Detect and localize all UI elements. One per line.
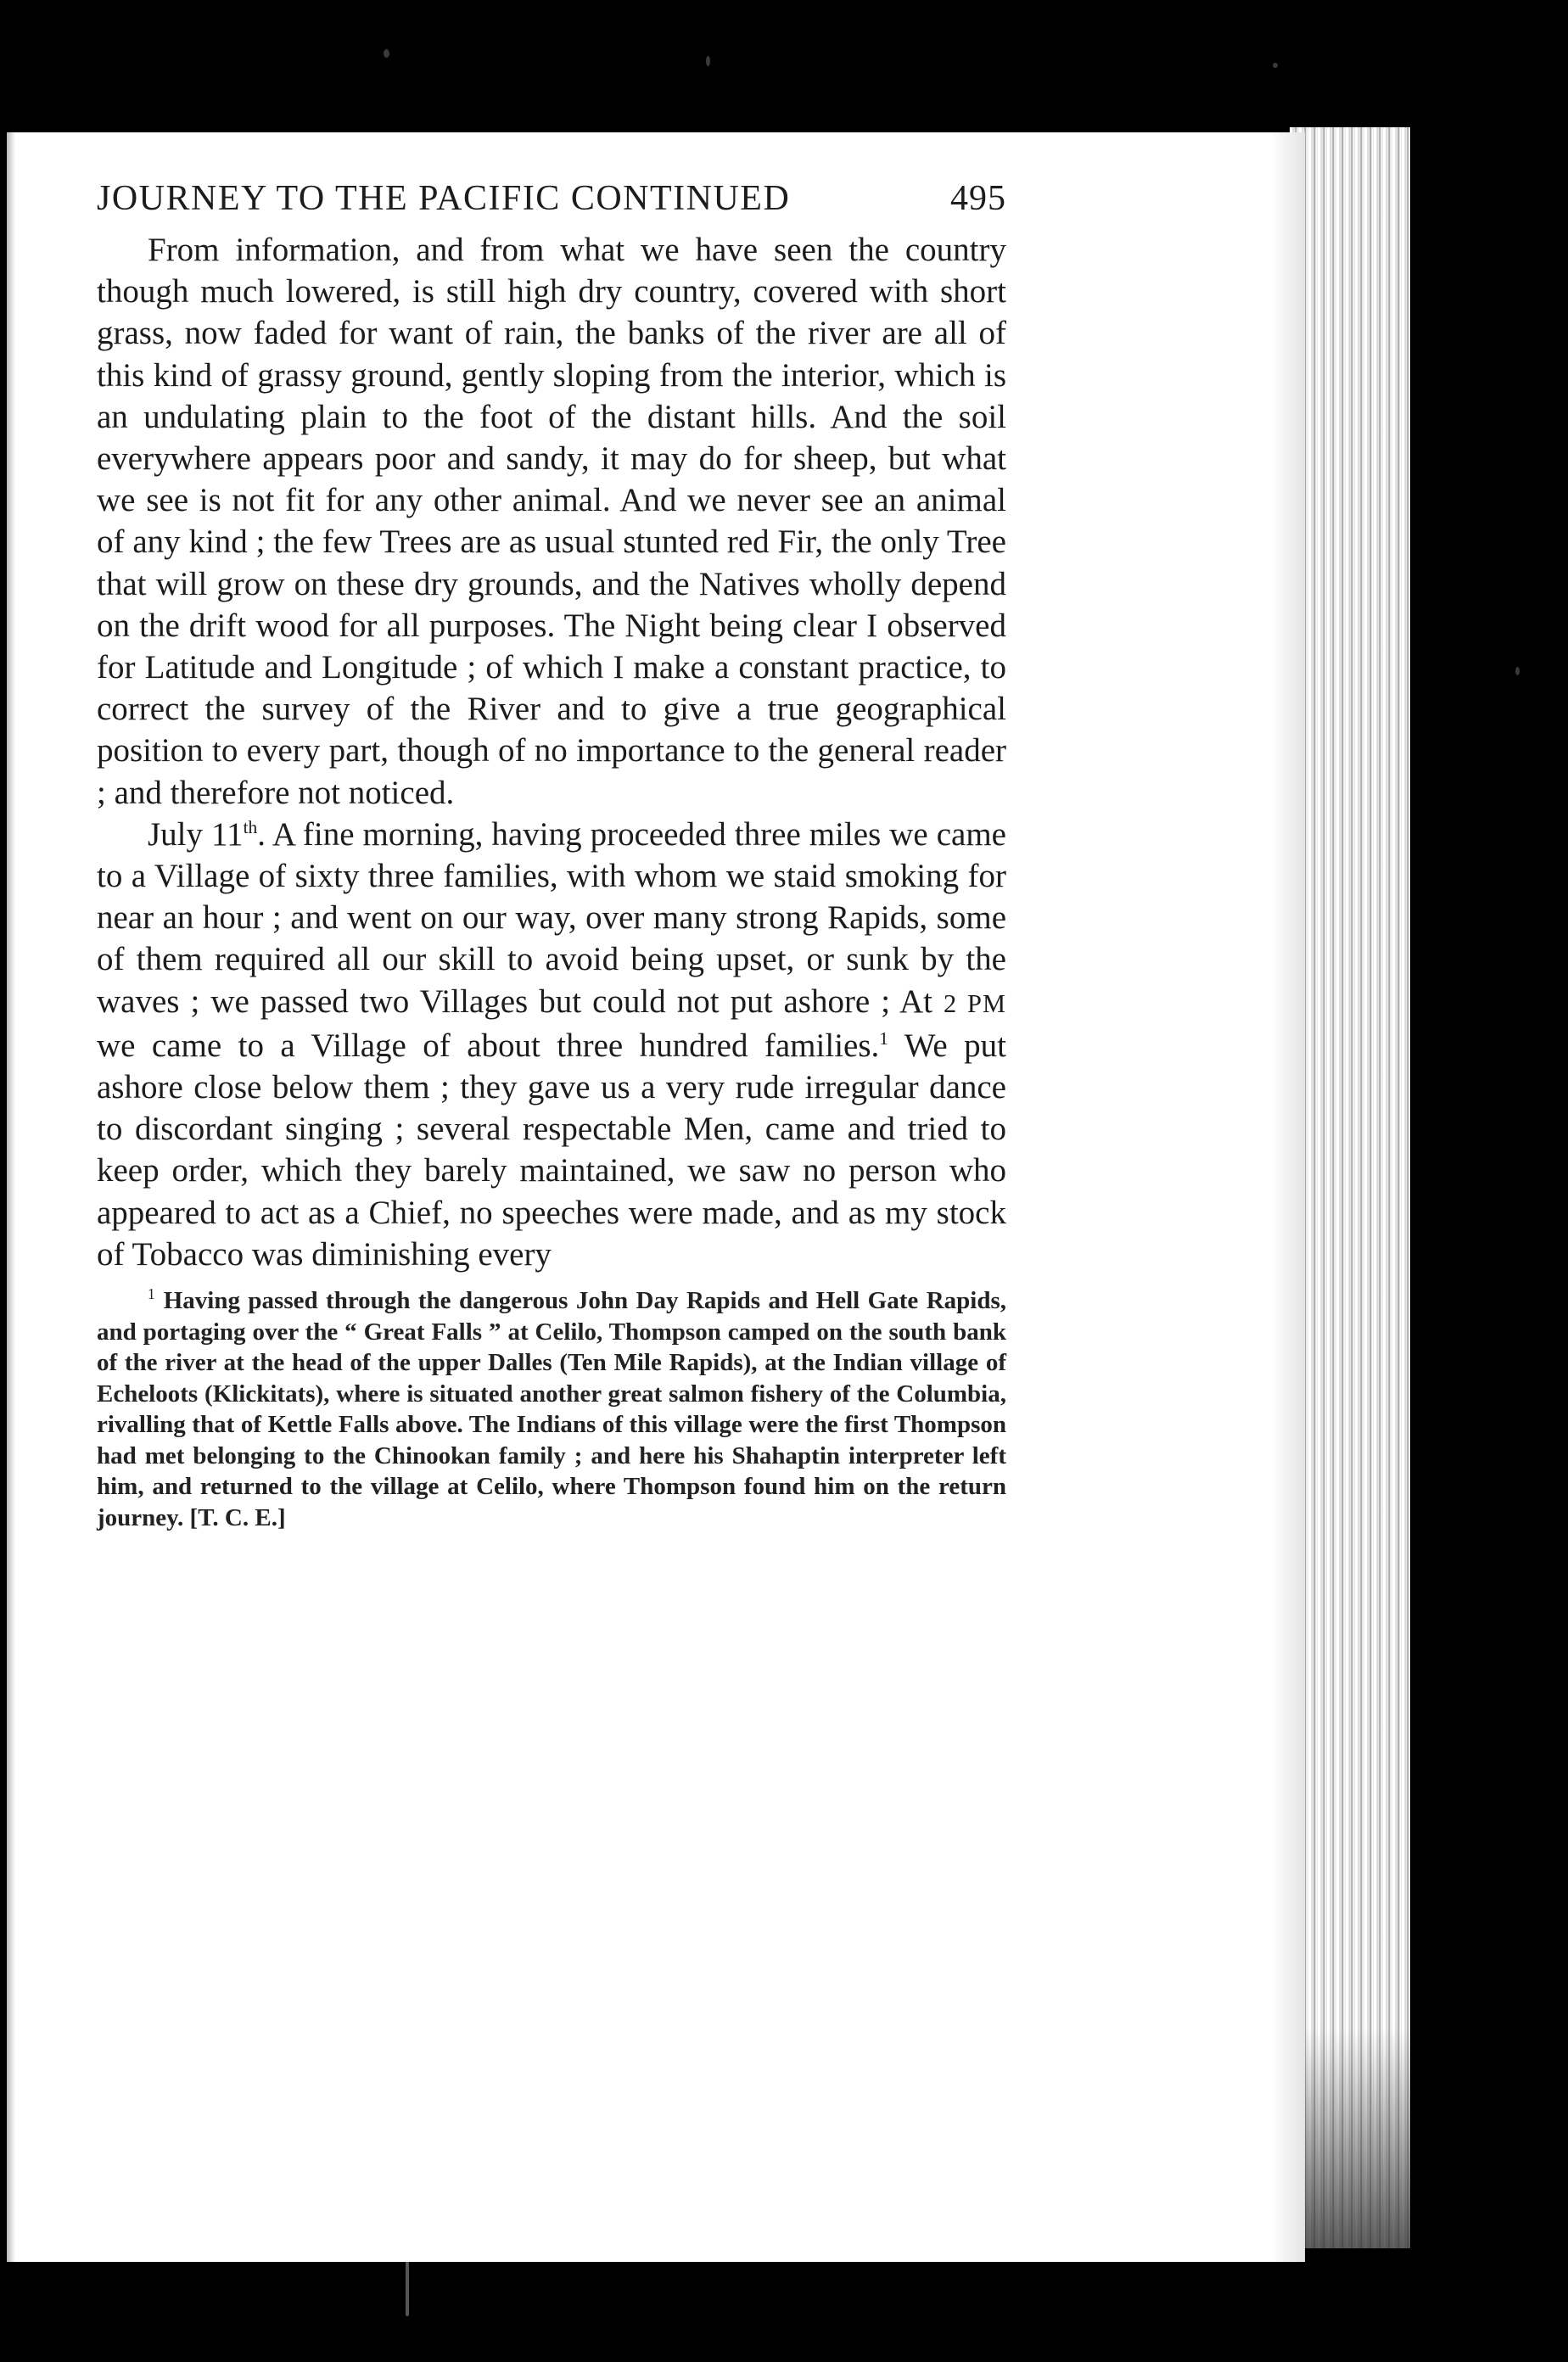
paragraph-2-text-c: We put ashore close below them ; they gave us a very rude irregular dance to discordant singing ; several respectable Men, came and tried to keep order, which they barely maintained, we saw no person who appeared to act as a Chief, no speeches were made, and as my stock of Tobacco was diminishing every	[97, 1027, 1006, 1273]
gutter-shadow	[7, 132, 15, 2262]
background-speck	[1273, 63, 1278, 68]
footnote-paragraph	[97, 1285, 1006, 1533]
page-content	[97, 175, 1006, 1533]
paragraph-2-text-b: we came to a Village of about three hundred families.	[97, 1027, 880, 1064]
paragraph-2-text-a: . A fine morning, having proceeded three miles we came to a Village of sixty three families, with whom we staid smoking for near an hour ; and went on our way, over many strong Rapids, some of them required all our skill to avoid being upset, or sunk by the waves ; we passed two Villages but could not put ashore ; At	[97, 815, 1006, 1020]
background-speck	[1515, 667, 1520, 675]
entry-date-suffix: th	[243, 816, 258, 837]
footnote-marker: 1	[148, 1285, 155, 1303]
entry-time: 2 PM	[943, 988, 1006, 1018]
entry-date: July 11	[148, 815, 244, 853]
page-edges-shadow	[1290, 2028, 1410, 2248]
background-speck	[406, 2257, 409, 2316]
footnote-text: Having passed through the dangerous John Day Rapids and Hell Gate Rapids, and portaging over the “ Great Falls ” at Celilo, Thompson camped on the south bank of the river at the head of the upper Dalles (Ten Mile Rapids), at the Indian village of Echeloots (Klickitats), where is situated another great salmon fishery of the Columbia, rivalling that of Kettle Falls above. The Indians of this village were the first Thompson had met belonging to the Chinookan family ; and here his Shahaptin interpreter left him, and returned to the village at Celilo, where Thompson found him on the return journey. [T. C. E.]	[97, 1287, 1006, 1531]
running-head	[97, 175, 1006, 222]
page-right-shadow	[1271, 132, 1305, 2262]
footnote	[97, 1285, 1006, 1533]
book-page-edges	[1290, 127, 1410, 2248]
running-head-title: JOURNEY TO THE PACIFIC CONTINUED	[97, 179, 791, 218]
paragraph-2	[97, 814, 1006, 1275]
paragraph-1: From information, and from what we have seen the country though much lowered, is still high dry country, covered with short grass, now faded for want of rain, the banks of the river are all of this kind of grassy ground, gently sloping from the interior, which is an undulating plain to the foot of the distant hills. And the soil everywhere appears poor and sandy, it may do for sheep, but what we see is not fit for any other animal. And we never see an animal of any kind ; the few Trees are as usual stunted red Fir, the only Tree that will grow on these dry grounds, and the Natives wholly depend on the drift wood for all purposes. The Night being clear I observed for Latitude and Longitude ; of which I make a constant practice, to correct the survey of the River and to give a true geographical position to every part, though of no importance to the general reader ; and therefore not noticed.	[97, 232, 1006, 811]
background-speck	[706, 56, 710, 66]
page-number: 495	[950, 179, 1006, 218]
background-speck	[384, 49, 389, 58]
body-text	[97, 229, 1006, 1275]
footnote-reference: 1	[879, 1027, 888, 1049]
